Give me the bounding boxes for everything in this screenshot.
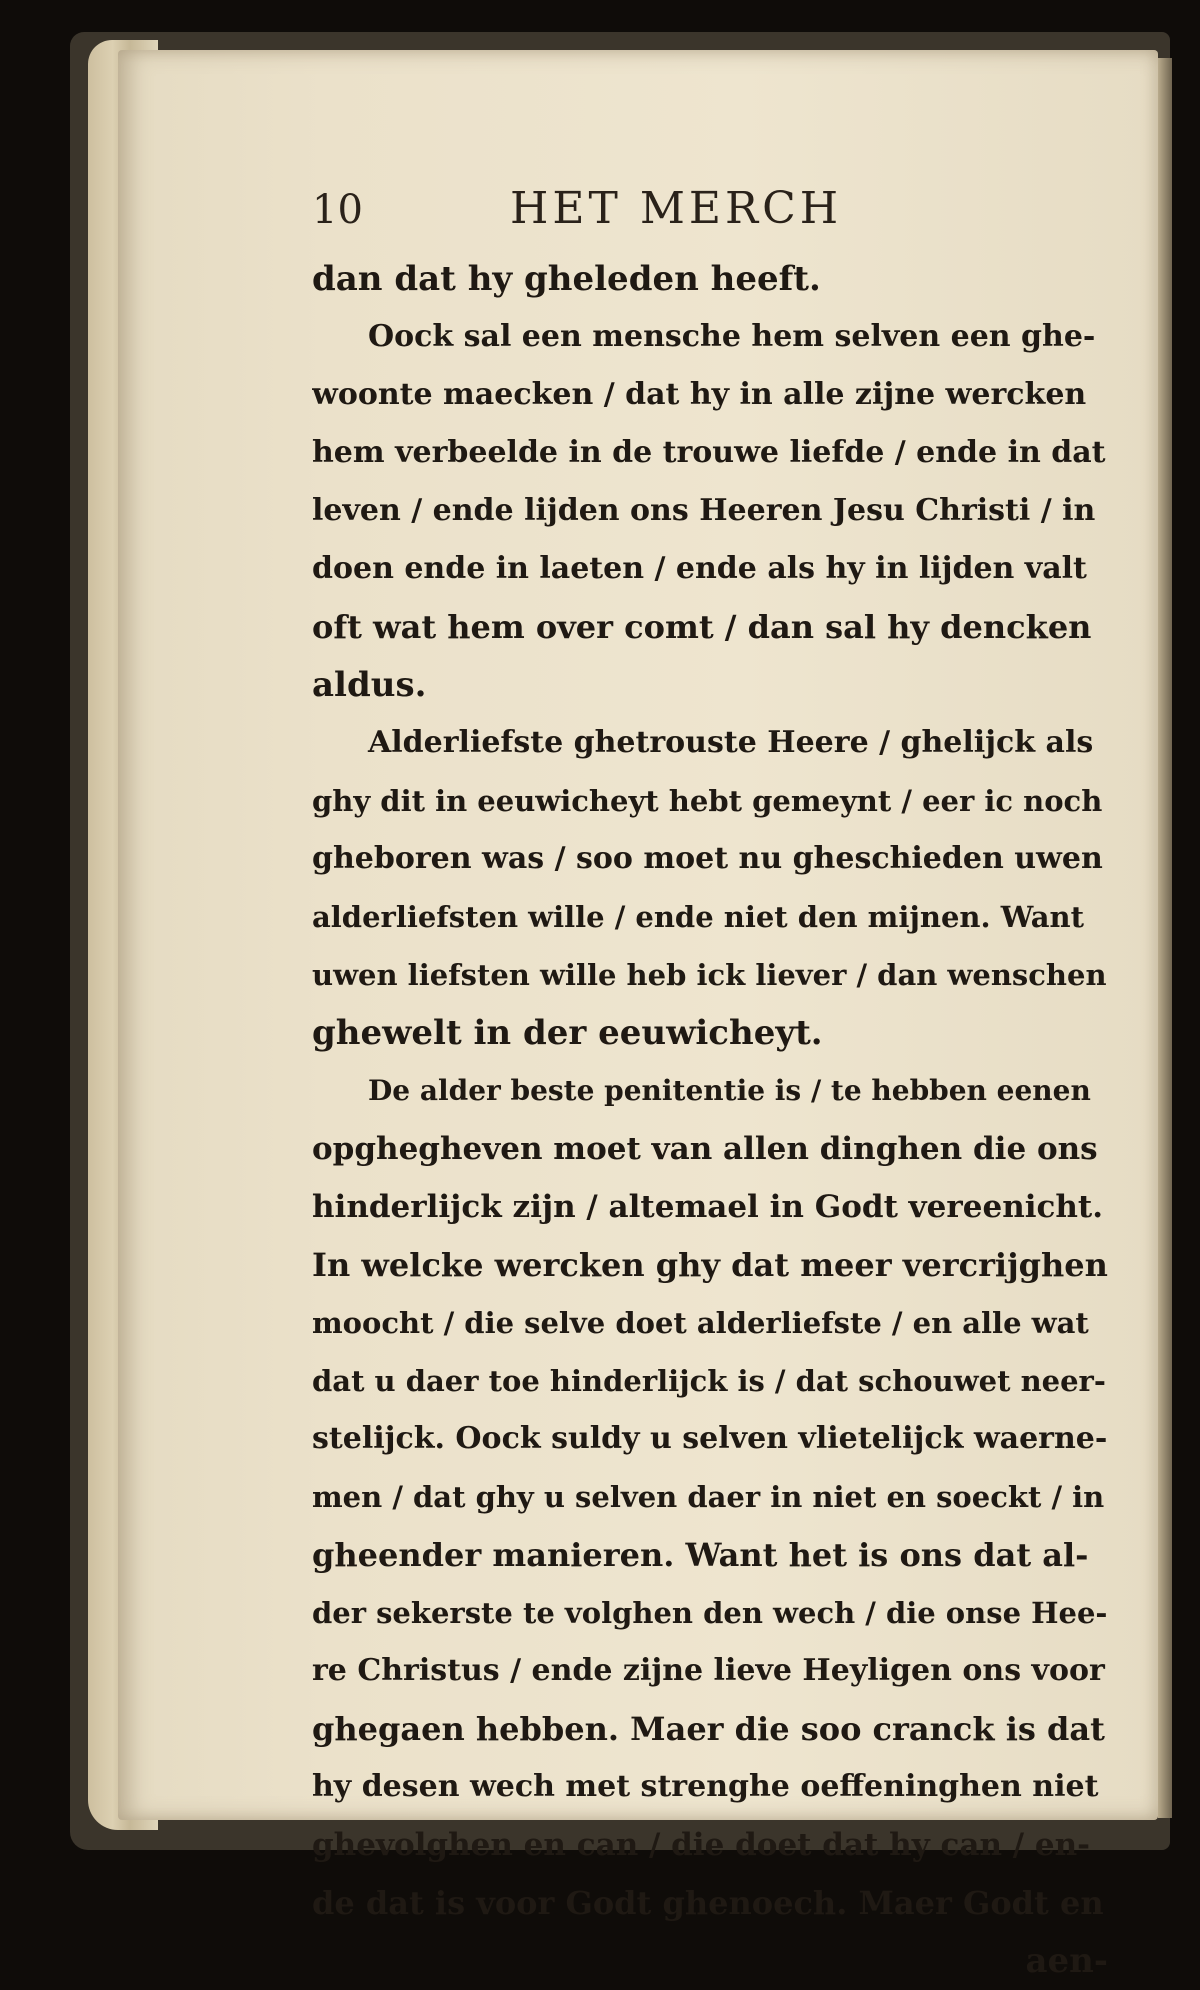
text-line: aldus. <box>312 665 427 705</box>
text-line: opghegheven moet van allen dinghen die ons <box>312 1131 1098 1167</box>
text-line: In welcke wercken ghy dat meer vercrijghen <box>312 1246 1108 1284</box>
text-line: ghevolghen en can / die doet dat hy can / en- <box>312 1827 1091 1863</box>
text-line: de dat is voor Godt ghenoech. Maer Godt en <box>312 1884 1104 1922</box>
text-line: dan dat hy gheleden heeft. <box>312 259 821 299</box>
page-number: 10 <box>312 187 363 233</box>
page-edge <box>1158 58 1172 1818</box>
text-line: hy desen wech met strenghe oeffeninghen niet <box>312 1769 1099 1804</box>
text-line: uwen liefsten wille heb ick liever / dan wenschen <box>312 958 1107 992</box>
text-line: alderliefsten wille / ende niet den mijnen. Want <box>312 900 1085 934</box>
catchword: aen- <box>1025 1941 1108 1981</box>
body-text <box>312 250 1108 1990</box>
text-line: gheender manieren. Want het is ons dat al- <box>312 1536 1089 1574</box>
text-line: Oock sal een mensche hem selven een ghe- <box>368 319 1096 354</box>
text-line: ghy dit in eeuwicheyt hebt gemeynt / eer ic noch <box>312 784 1103 818</box>
text-line: doen ende in laeten / ende als hy in lijden valt <box>312 551 1087 586</box>
text-line: ghewelt in der eeuwicheyt. <box>312 1013 823 1053</box>
text-line: hinderlijck zijn / altemael in Godt vereenicht. <box>312 1189 1104 1225</box>
text-line: moocht / die selve doet alderliefste / en alle wat <box>312 1306 1089 1340</box>
text-line: Alderliefste ghetrouste Heere / ghelijck als <box>368 725 1094 760</box>
text-line: leven / ende lijden ons Heeren Jesu Christi / in <box>312 493 1096 528</box>
running-title: HET MERCH <box>510 183 843 234</box>
text-line: stelijck. Oock suldy u selven vlietelijck waerne- <box>312 1421 1108 1456</box>
text-line: men / dat ghy u selven daer in niet en soeckt / in <box>312 1480 1105 1514</box>
text-line: De alder beste penitentie is / te hebben eenen <box>368 1074 1091 1107</box>
text-line: re Christus / ende zijne lieve Heyligen ons voor <box>312 1653 1105 1688</box>
text-line: ghegaen hebben. Maer die soo cranck is dat <box>312 1710 1105 1748</box>
text-line: hem verbeelde in de trouwe liefde / ende in dat <box>312 435 1106 470</box>
text-line: der sekerste te volghen den wech / die onse Hee- <box>312 1596 1108 1630</box>
text-line: woonte maecken / dat hy in alle zijne wercken <box>312 377 1087 412</box>
page-header <box>312 183 912 243</box>
text-line: gheboren was / soo moet nu gheschieden uwen <box>312 841 1103 876</box>
text-line: dat u daer toe hinderlijck is / dat schouwet neer- <box>312 1364 1106 1398</box>
text-line: oft wat hem over comt / dan sal hy dencken <box>312 608 1092 646</box>
